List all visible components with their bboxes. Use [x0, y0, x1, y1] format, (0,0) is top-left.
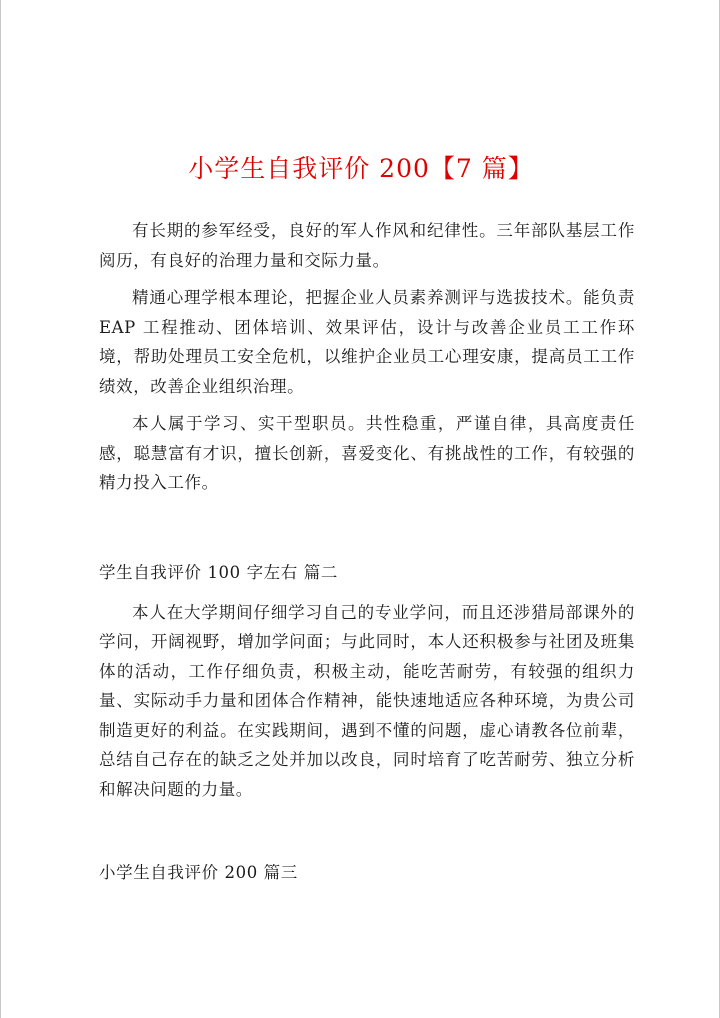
paragraph-military-experience: 有长期的参军经受，良好的军人作风和纪律性。三年部队基层工作阅历，有良好的治理力量和交际力量。: [99, 221, 635, 270]
section-three: [99, 858, 635, 888]
section-two: [99, 558, 635, 804]
paragraph-university-study: 本人在大学期间仔细学习自己的专业学问，而且还涉猎局部课外的学问，开阔视野，增加学问面；与此同时，本人还积极参与社团及班集体的活动，工作仔细负责，积极主动，能吃苦耐劳，有较强的组织力量、实际动手力量和团体合作精神，能快速地适应各种环境，为贵公司制造更好的利益。在实践期间，遇到不懂的问题，虚心请教各位前辈，总结自己存在的缺乏之处并加以改良，同时培育了吃苦耐劳、独立分析和解决问题的力量。: [99, 602, 635, 799]
section-heading-three: 小学生自我评价 200 篇三: [99, 863, 298, 882]
paragraph-psychology-skills: 精通心理学根本理论，把握企业人员素养测评与选拔技术。能负责 EAP 工程推动、团体培训、效果评估，设计与改善企业员工工作环境，帮助处理员工安全危机，以维护企业员工心理安康，提高员工工作绩效，改善企业组织治理。: [99, 288, 635, 396]
document-body: [99, 216, 635, 498]
section-heading-two: 学生自我评价 100 字左右 篇二: [99, 563, 338, 582]
paragraph-personality: 本人属于学习、实干型职员。共性稳重，严谨自律，具高度责任感，聪慧富有才识，擅长创新，喜爱变化、有挑战性的工作，有较强的精力投入工作。: [99, 414, 635, 492]
document-title: 小学生自我评价 200【7 篇】: [188, 154, 534, 183]
